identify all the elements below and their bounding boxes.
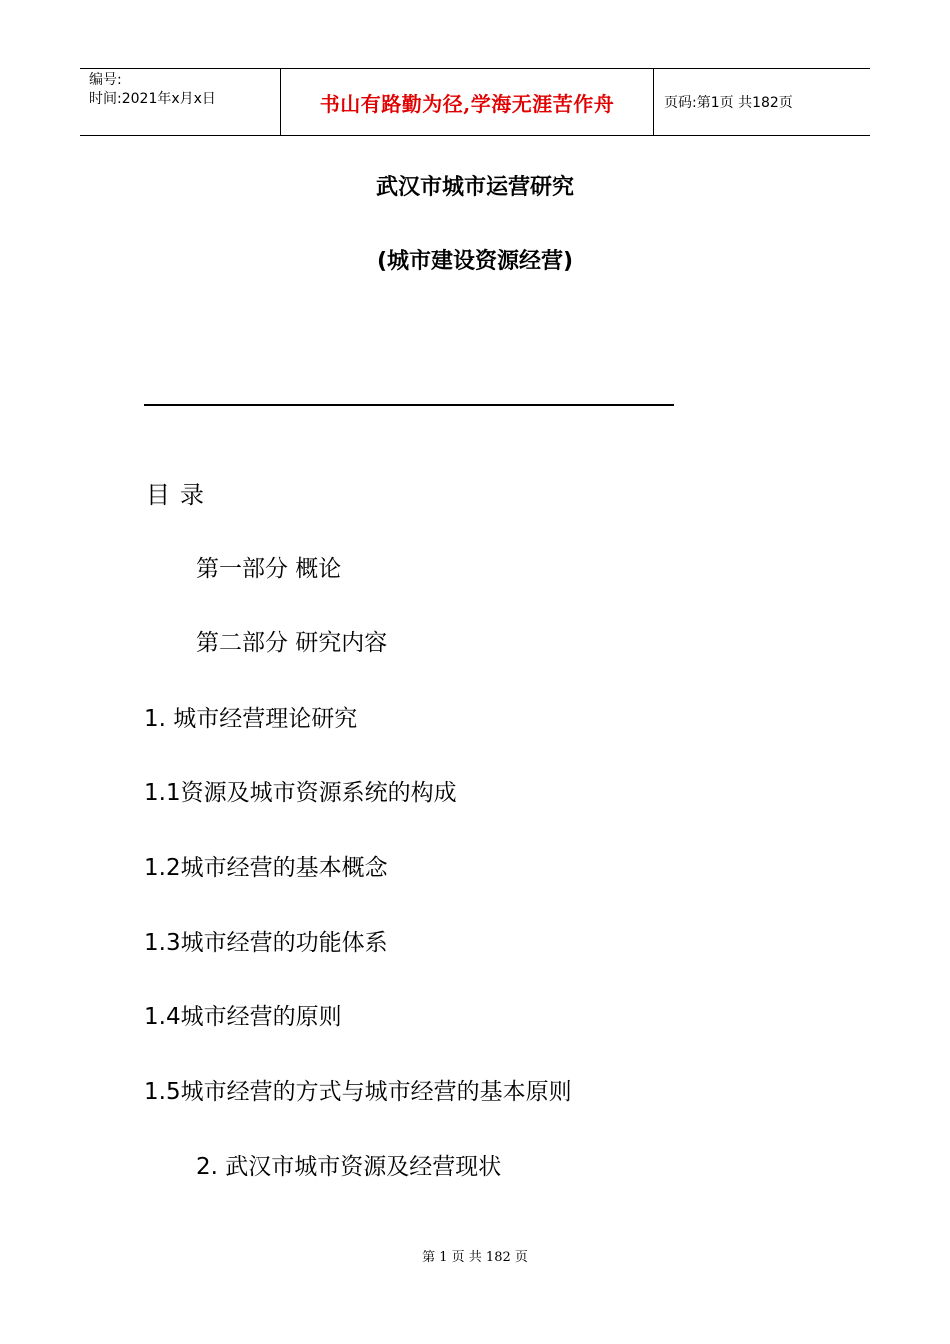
number-label: 编号: [89,72,122,88]
page-footer: 第 1 页 共 182 页 [422,1250,528,1265]
toc-item: 1.3城市经营的功能体系 [144,930,388,956]
document-title: 武汉市城市运营研究 [375,175,574,200]
toc-item: 第二部分 研究内容 [196,630,388,656]
toc-item: 1.1资源及城市资源系统的构成 [144,780,457,806]
toc-item: 1.2城市经营的基本概念 [144,855,388,881]
divider-line [144,404,674,406]
toc-item: 第一部分 概论 [196,556,342,582]
header-meta [80,69,281,135]
header-motto: 书山有路勤为径,学海无涯苦作舟 [281,69,654,135]
document-subtitle: (城市建设资源经营) [376,249,574,274]
toc-item: 1.4城市经营的原则 [144,1004,342,1030]
document-header [80,68,870,136]
toc-heading: 目录 [146,481,214,509]
toc-item: 1.5城市经营的方式与城市经营的基本原则 [144,1079,572,1105]
toc-item: 1. 城市经营理论研究 [144,706,358,732]
toc-item: 2. 武汉市城市资源及经营现状 [196,1154,502,1180]
time-label: 时间:2021年x月x日 [89,91,216,107]
header-page-info: 页码:第1页 共182页 [664,95,793,111]
